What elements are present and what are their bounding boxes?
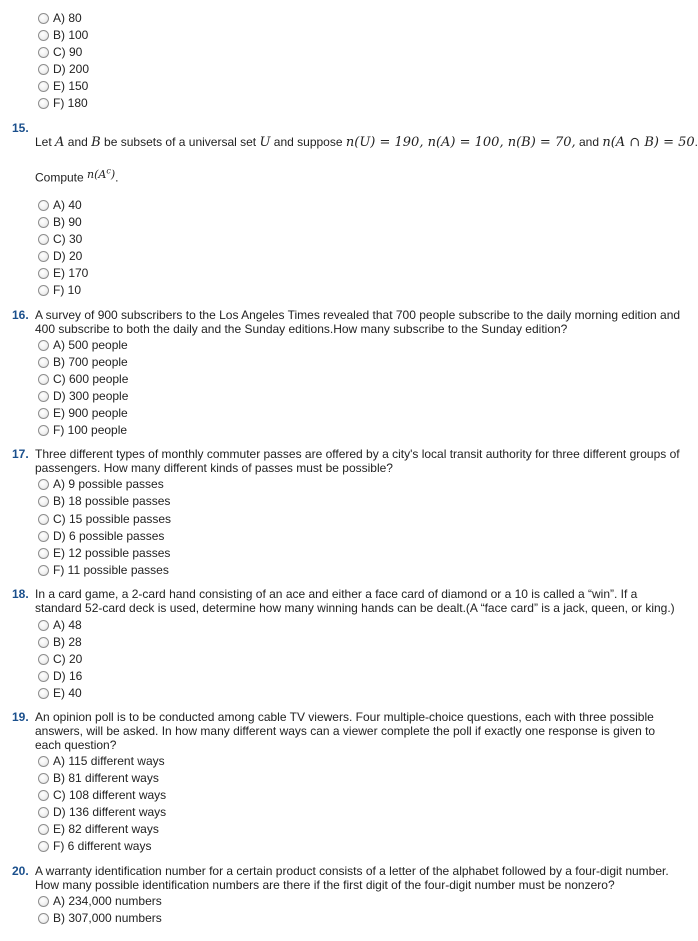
radio-icon[interactable] [38, 654, 49, 665]
radio-icon[interactable] [38, 496, 49, 507]
question-number: 16. [12, 308, 29, 322]
q16-option-c[interactable]: C) 600 people [38, 371, 128, 387]
q16-option-d[interactable]: D) 300 people [38, 388, 128, 404]
q14-option-e[interactable]: E) 150 [38, 78, 88, 94]
q18-option-c[interactable]: C) 20 [38, 651, 82, 667]
radio-icon[interactable] [38, 548, 49, 559]
question-text: A survey of 900 subscribers to the Los Angeles Times revealed that 700 people subscribe to the daily morning edition and 400 subscribe to both the daily and the Sunday editions.How many subscribe to the Sunday edition? [35, 308, 681, 336]
radio-icon[interactable] [38, 773, 49, 784]
q14-option-c[interactable]: C) 90 [38, 44, 82, 60]
q16-option-a[interactable]: A) 500 people [38, 337, 128, 353]
q14-option-d[interactable]: D) 200 [38, 61, 89, 77]
question-number: 20. [12, 864, 29, 878]
q18-option-b[interactable]: B) 28 [38, 634, 82, 650]
q20-option-b[interactable]: B) 307,000 numbers [38, 910, 162, 926]
radio-icon[interactable] [38, 234, 49, 245]
q18-option-d[interactable]: D) 16 [38, 668, 82, 684]
q17-option-d[interactable]: D) 6 possible passes [38, 528, 164, 544]
q14-option-f[interactable]: F) 180 [38, 95, 88, 111]
radio-icon[interactable] [38, 13, 49, 24]
radio-icon[interactable] [38, 756, 49, 767]
radio-icon[interactable] [38, 217, 49, 228]
q16-option-f[interactable]: F) 100 people [38, 422, 127, 438]
radio-icon[interactable] [38, 251, 49, 262]
intersection-formula: n(A ∩ B) = 50 [602, 135, 695, 150]
radio-icon[interactable] [38, 374, 49, 385]
question-text: An opinion poll is to be conducted among cable TV viewers. Four multiple-choice questions, each with three possible answers, will be asked. In how many different ways can a viewer complete the poll if exactly one response is given to each question? [35, 710, 656, 752]
radio-icon[interactable] [38, 790, 49, 801]
radio-icon[interactable] [38, 268, 49, 279]
radio-icon[interactable] [38, 531, 49, 542]
question-text: In a card game, a 2-card hand consisting of an ace and either a face card of diamond or a 10 is called a “win”. If a standard 52-card deck is used, determine how many winning hands can be dealt.(A “face card” is a jack, queen, or king.) [35, 587, 675, 615]
radio-icon[interactable] [38, 425, 49, 436]
q19-option-a[interactable]: A) 115 different ways [38, 753, 165, 769]
radio-icon[interactable] [38, 98, 49, 109]
compute-text: Compute $n(A^c)$. [35, 166, 119, 185]
q15-option-b[interactable]: B) 90 [38, 214, 82, 230]
q17-option-c[interactable]: C) 15 possible passes [38, 511, 171, 527]
radio-icon[interactable] [38, 913, 49, 924]
radio-icon[interactable] [38, 357, 49, 368]
radio-icon[interactable] [38, 81, 49, 92]
q18-option-a[interactable]: A) 48 [38, 617, 82, 633]
question-text: Three different types of monthly commuter passes are offered by a city's local transit authority for three different groups of passengers. How many different kinds of passes must be possible? [35, 447, 680, 475]
q15-option-f[interactable]: F) 10 [38, 282, 81, 298]
q14-option-a[interactable]: A) 80 [38, 10, 82, 26]
set-sizes-formula: n(U) = 190, n(A) = 100, n(B) = 70, [345, 135, 576, 150]
q17-option-b[interactable]: B) 18 possible passes [38, 493, 170, 509]
question-number: 18. [12, 587, 29, 601]
q16-option-e[interactable]: E) 900 people [38, 405, 128, 421]
radio-icon[interactable] [38, 896, 49, 907]
radio-icon[interactable] [38, 479, 49, 490]
radio-icon[interactable] [38, 565, 49, 576]
q15-option-e[interactable]: E) 170 [38, 265, 88, 281]
q17-option-a[interactable]: A) 9 possible passes [38, 476, 164, 492]
q20-option-a[interactable]: A) 234,000 numbers [38, 893, 162, 909]
radio-icon[interactable] [38, 824, 49, 835]
radio-icon[interactable] [38, 30, 49, 41]
question-number: 15. [12, 121, 29, 135]
radio-icon[interactable] [38, 391, 49, 402]
q17-option-f[interactable]: F) 11 possible passes [38, 562, 169, 578]
q18-option-e[interactable]: E) 40 [38, 685, 82, 701]
radio-icon[interactable] [38, 47, 49, 58]
q16-option-b[interactable]: B) 700 people [38, 354, 128, 370]
q19-option-b[interactable]: B) 81 different ways [38, 770, 159, 786]
complement-formula: $n(A^c)$ [87, 166, 116, 181]
q14-option-b[interactable]: B) 100 [38, 27, 88, 43]
radio-icon[interactable] [38, 637, 49, 648]
radio-icon[interactable] [38, 200, 49, 211]
radio-icon[interactable] [38, 285, 49, 296]
q15-option-c[interactable]: C) 30 [38, 231, 82, 247]
radio-icon[interactable] [38, 514, 49, 525]
question-text: A warranty identification number for a certain product consists of a letter of the alphabet followed by a four-digit number. How many possible identification numbers are there if the first digit of the four-digit number must be nonzero? [35, 864, 669, 892]
radio-icon[interactable] [38, 408, 49, 419]
q15-option-a[interactable]: A) 40 [38, 197, 82, 213]
radio-icon[interactable] [38, 340, 49, 351]
question-number: 17. [12, 447, 29, 461]
radio-icon[interactable] [38, 620, 49, 631]
q19-option-d[interactable]: D) 136 different ways [38, 804, 166, 820]
q19-option-e[interactable]: E) 82 different ways [38, 821, 159, 837]
question-text: Let A and B be subsets of a universal set U and suppose n(U) = 190, n(A) = 100, n(B) = 70, and n(A ∩ B) = 50. [35, 135, 698, 150]
q17-option-e[interactable]: E) 12 possible passes [38, 545, 170, 561]
q15-option-d[interactable]: D) 20 [38, 248, 82, 264]
radio-icon[interactable] [38, 64, 49, 75]
radio-icon[interactable] [38, 807, 49, 818]
radio-icon[interactable] [38, 671, 49, 682]
q19-option-c[interactable]: C) 108 different ways [38, 787, 166, 803]
radio-icon[interactable] [38, 841, 49, 852]
question-number: 19. [12, 710, 29, 724]
q19-option-f[interactable]: F) 6 different ways [38, 838, 151, 854]
radio-icon[interactable] [38, 688, 49, 699]
